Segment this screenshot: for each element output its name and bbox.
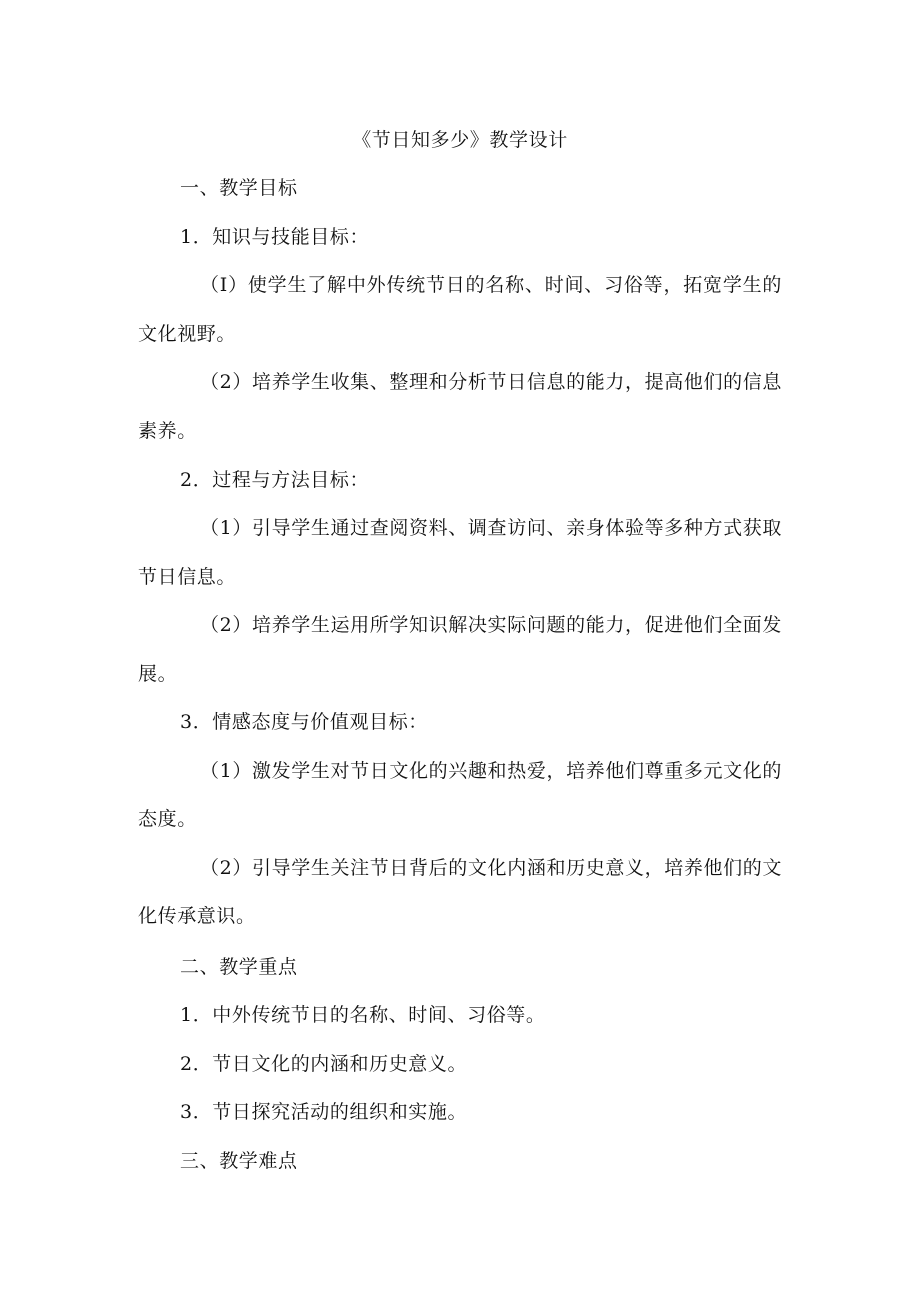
list-item: 1．中外传统节日的名称、时间、习俗等。 — [180, 1004, 546, 1026]
paragraph-line: 展。 — [138, 663, 178, 685]
subsection-knowledge-skills: 1．知识与技能目标： — [180, 226, 370, 248]
document-title: 《节日知多少》教学设计 — [352, 129, 568, 151]
paragraph-line: 节日信息。 — [138, 566, 237, 588]
paragraph-line: （1）引导学生通过查阅资料、调查访问、亲身体验等多种方式获取 — [200, 517, 782, 539]
paragraph-line: （I）使学生了解中外传统节日的名称、时间、习俗等，拓宽学生的 — [200, 274, 782, 296]
paragraph-line: （2）培养学生运用所学知识解决实际问题的能力，促进他们全面发 — [200, 614, 782, 636]
paragraph-line: 素养。 — [138, 420, 197, 442]
list-item: 3．节日探究活动的组织和实施。 — [180, 1101, 468, 1123]
paragraph-line: 文化视野。 — [138, 323, 237, 345]
subsection-emotions-values: 3．情感态度与价值观目标： — [180, 711, 428, 733]
subsection-process-methods: 2．过程与方法目标： — [180, 469, 370, 491]
section-heading-objectives: 一、教学目标 — [180, 177, 298, 199]
paragraph-line: 化传承意识。 — [138, 905, 256, 927]
paragraph-line: （1）激发学生对节日文化的兴趣和热爱，培养他们尊重多元文化的 — [200, 760, 782, 782]
paragraph-line: 态度。 — [138, 808, 197, 830]
section-heading-difficulties: 三、教学难点 — [180, 1150, 298, 1172]
paragraph-line: （2）培养学生收集、整理和分析节日信息的能力，提高他们的信息 — [200, 371, 782, 393]
section-heading-key-points: 二、教学重点 — [180, 956, 298, 978]
list-item: 2．节日文化的内涵和历史意义。 — [180, 1053, 468, 1075]
paragraph-line: （2）引导学生关注节日背后的文化内涵和历史意义，培养他们的文 — [200, 857, 782, 879]
